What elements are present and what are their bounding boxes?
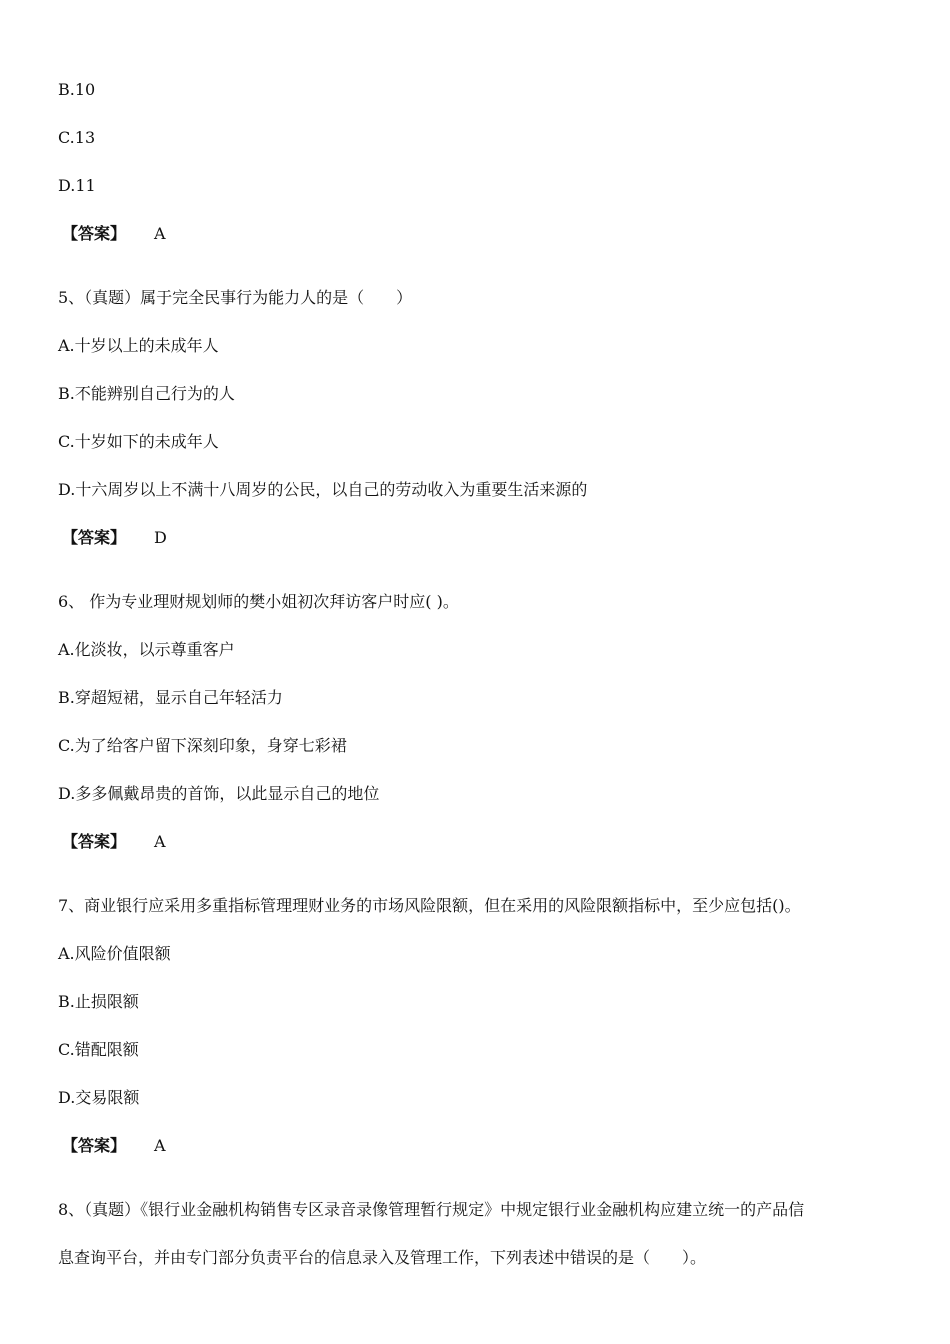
q5-stem: 5、（真题）属于完全民事行为能力人的是（ ）	[58, 288, 413, 307]
q8-stem-line-2: 息查询平台，并由专门部分负责平台的信息录入及管理工作，下列表述中错误的是（ ）。	[58, 1248, 707, 1267]
q6-answer-label: 【答案】	[62, 832, 127, 851]
q5-option-d: D.十六周岁以上不满十八周岁的公民，以自己的劳动收入为重要生活来源的	[58, 480, 588, 499]
q6-option-b: B.穿超短裙，显示自己年轻活力	[58, 688, 283, 707]
q7-stem: 7、商业银行应采用多重指标管理理财业务的市场风险限额，但在采用的风险限额指标中，至少应包括()。	[58, 896, 801, 915]
q6-option-d: D.多多佩戴昂贵的首饰，以此显示自己的地位	[58, 784, 380, 803]
q6-answer-value: A	[154, 832, 166, 851]
q5-answer-label: 【答案】	[62, 528, 127, 547]
q4-answer-label: 【答案】	[62, 224, 127, 243]
q8-stem-line-1: 8、（真题）《银行业金融机构销售专区录音录像管理暂行规定》中规定银行业金融机构应建立统一的产品信	[58, 1200, 805, 1219]
q6-option-a: A.化淡妆，以示尊重客户	[58, 640, 235, 659]
q6-stem: 6、 作为专业理财规划师的樊小姐初次拜访客户时应( )。	[58, 592, 459, 611]
q5-option-b: B.不能辨别自己行为的人	[58, 384, 235, 403]
q4-option-c: C.13	[58, 128, 96, 147]
q5-option-a: A.十岁以上的未成年人	[58, 336, 219, 355]
q7-option-b: B.止损限额	[58, 992, 139, 1011]
q4-option-d: D.11	[58, 176, 96, 195]
q5-answer-value: D	[154, 528, 167, 547]
q7-answer-value: A	[154, 1136, 166, 1155]
q7-option-a: A.风险价值限额	[58, 944, 171, 963]
q7-option-d: D.交易限额	[58, 1088, 140, 1107]
q4-answer-value: A	[154, 224, 166, 243]
q6-option-c: C.为了给客户留下深刻印象，身穿七彩裙	[58, 736, 347, 755]
q5-option-c: C.十岁如下的未成年人	[58, 432, 219, 451]
q4-option-b: B.10	[58, 80, 96, 99]
q7-answer-label: 【答案】	[62, 1136, 127, 1155]
q7-option-c: C.错配限额	[58, 1040, 139, 1059]
